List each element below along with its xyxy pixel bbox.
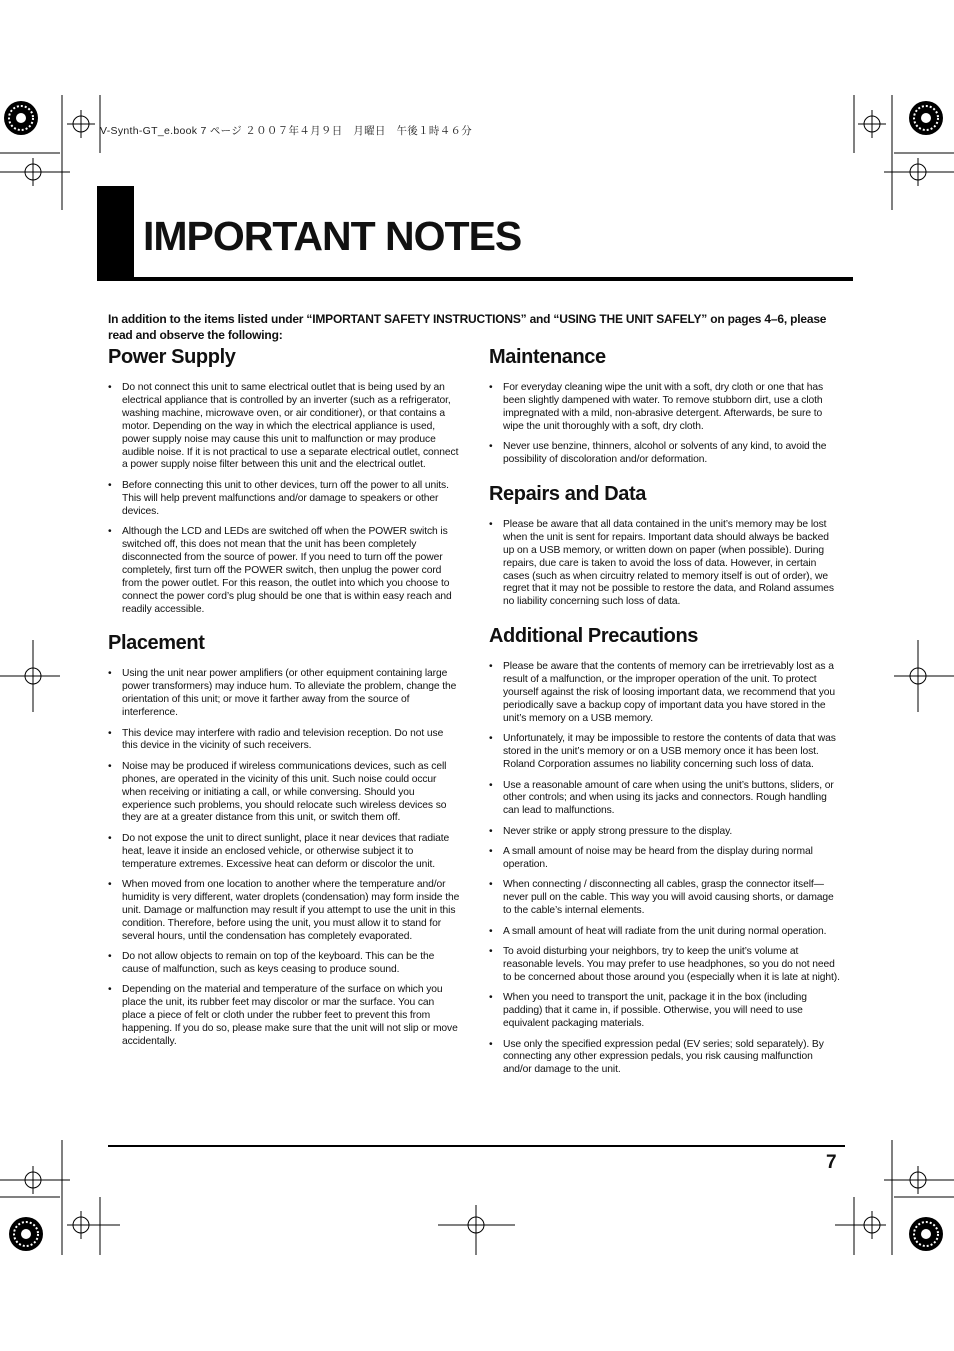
section-additional-precautions (489, 623, 841, 1077)
section-placement (108, 630, 460, 1049)
list-item: • Depending on the material and temperature of the surface on which you place the unit, its rubber feet may discolor or mar the surface. You can place a piece of felt or cloth under the rubber feet to prevent this from happening. If you do so, please make sure that the unit will not slip or move accidentally. (108, 984, 460, 1049)
list-item: • Noise may be produced if wireless communications devices, such as cell phones, are operated in the vicinity of this unit. Such noise could occur when receiving or initiating a call, or while conversing. Should you experience such problems, you should relocate such wireless devices so they are at a greater distance from this unit, or switch them off. (108, 761, 460, 826)
right-column (489, 344, 841, 1091)
section-heading: Repairs and Data (489, 482, 646, 505)
section-heading: Additional Precautions (489, 625, 699, 648)
list-item: • A small amount of heat will radiate from the unit during normal operation. (489, 926, 841, 939)
list-item: • This device may interfere with radio and television reception. Do not use this device in the vicinity of such receivers. (108, 728, 460, 754)
list-item: • Although the LCD and LEDs are switched off when the POWER switch is switched off, this does not mean that the unit has been completely disconnected from the source of power. If you need to turn off the power completely, first turn off the POWER switch, then unplug the power cord from the power outlet. For this reason, the outlet into which you choose to connect the power cord’s plug should be one that is within easy reach and readily accessible. (108, 526, 460, 616)
list-item: • Never strike or apply strong pressure to the display. (489, 826, 841, 839)
section-heading: Power Supply (108, 346, 236, 368)
list-item: • Please be aware that all data contained in the unit’s memory may be lost when the unit is sent for repairs. Important data should always be backed up on a USB memory, or written down on paper (when possible). During repairs, due care is taken to avoid the loss of data. However, in certain cases (such as when circuitry related to memory itself is out of order), we regret that it may not be possible to restore the data, and Roland assumes no liability concerning such loss of data. (489, 519, 841, 609)
list-item: • Use a reasonable amount of care when using the unit’s buttons, sliders, or other controls; and when using its jacks and connectors. Rough handling can lead to malfunctions. (489, 780, 841, 819)
title-rule (97, 277, 853, 281)
file-info-line: V-Synth-GT_e.book 7 ページ ２００７年４月９日 月曜日 午後１時４６分 (100, 125, 473, 137)
list-item: • A small amount of noise may be heard from the display during normal operation. (489, 846, 841, 872)
section-power-supply (108, 344, 460, 616)
list-item: • Please be aware that the contents of memory can be irretrievably lost as a result of a malfunction, or the improper operation of the unit. To protect yourself against the risk of loosing important data, we recommend that you periodically save a backup copy of important data you have stored in the unit’s memory on a USB memory. (489, 661, 841, 726)
section-maintenance (489, 344, 841, 467)
bullet-list (108, 668, 460, 1049)
bullet-list (489, 382, 841, 467)
section-heading: Maintenance (489, 346, 606, 368)
list-item: • To avoid disturbing your neighbors, try to keep the unit’s volume at reasonable levels. You may prefer to use headphones, so you do not need to be concerned about those around you (especially when it is late at night). (489, 946, 841, 985)
intro-paragraph: In addition to the items listed under “IMPORTANT SAFETY INSTRUCTIONS” and “USING THE UNIT SAFELY” on pages 4–6, please read and observe the following: (108, 312, 827, 342)
bullet-list (489, 661, 841, 1077)
list-item: • When you need to transport the unit, package it in the box (including padding) that it came in, if possible. Otherwise, you will need to use equivalent packaging materials. (489, 992, 841, 1031)
left-column (108, 344, 460, 1063)
list-item: • For everyday cleaning wipe the unit with a soft, dry cloth or one that has been slightly dampened with water. To remove stubborn dirt, use a cloth impregnated with a mild, non-abrasive detergent. Afterwards, be sure to wipe the unit thoroughly with a soft, dry cloth. (489, 382, 841, 434)
bullet-list (108, 382, 460, 616)
list-item: • When connecting / disconnecting all cables, grasp the connector itself—never pull on the cable. This way you will avoid causing shorts, or damage to the cable’s internal elements. (489, 879, 841, 918)
list-item: • Before connecting this unit to other devices, turn off the power to all units. This will help prevent malfunctions and/or damage to speakers or other devices. (108, 480, 460, 519)
title-bar-block (97, 186, 134, 279)
footer-rule (108, 1145, 845, 1147)
list-item: • Use only the specified expression pedal (EV series; sold separately). By connecting any other expression pedals, you risk causing malfunction and/or damage to the unit. (489, 1039, 841, 1078)
list-item: • When moved from one location to another where the temperature and/or humidity is very different, water droplets (condensation) may form inside the unit. Damage or malfunction may result if you attempt to use the unit in this condition. Therefore, before using the unit, you must allow it to stand for several hours, until the condensation has completely evaporated. (108, 879, 460, 944)
list-item: • Do not connect this unit to same electrical outlet that is being used by an electrical appliance that is controlled by an inverter (such as a refrigerator, washing machine, microwave oven, or air conditioner), or that contains a motor. Depending on the way in which the electrical appliance is used, power supply noise may cause this unit to malfunction or may produce audible noise. If it is not practical to use a separate electrical outlet, connect a power supply noise filter between this unit and the electrical outlet. (108, 382, 460, 472)
page-title: IMPORTANT NOTES (143, 213, 522, 259)
list-item: • Do not allow objects to remain on top of the keyboard. This can be the cause of malfunction, such as keys ceasing to produce sound. (108, 951, 460, 977)
list-item: • Do not expose the unit to direct sunlight, place it near devices that radiate heat, leave it inside an enclosed vehicle, or otherwise subject it to temperature extremes. Excessive heat can deform or discolor the unit. (108, 833, 460, 872)
list-item: • Unfortunately, it may be impossible to restore the contents of data that was stored in the unit’s memory or on a USB memory once it has been lost. Roland Corporation assumes no liability concerning such loss of data. (489, 733, 841, 772)
section-repairs-and-data (489, 481, 841, 609)
page-number: 7 (826, 1152, 837, 1173)
bullet-list (489, 519, 841, 609)
list-item: • Never use benzine, thinners, alcohol or solvents of any kind, to avoid the possibility of discoloration and/or deformation. (489, 441, 841, 467)
section-heading: Placement (108, 632, 205, 655)
list-item: • Using the unit near power amplifiers (or other equipment containing large power transformers) may induce hum. To alleviate the problem, change the orientation of this unit; or move it farther away from the source of interference. (108, 668, 460, 720)
